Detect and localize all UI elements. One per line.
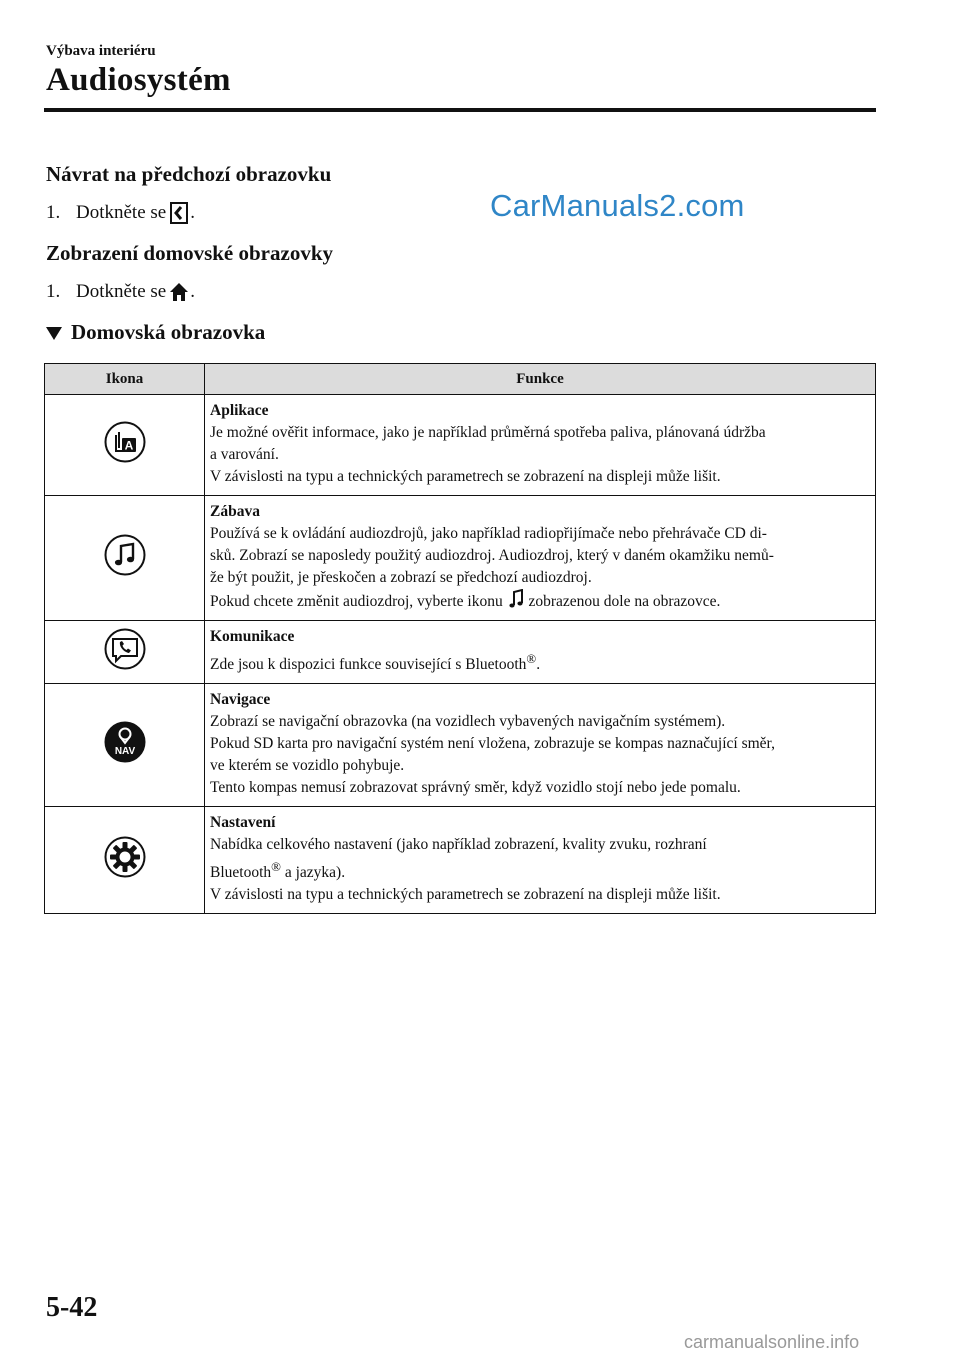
text-before: Bluetooth xyxy=(210,864,272,882)
table-row xyxy=(45,684,876,807)
title-rule xyxy=(44,108,876,112)
chevron-left-icon xyxy=(169,202,189,224)
back-heading: Návrat na předchozí obrazovku xyxy=(46,162,332,186)
row-title: Komunikace xyxy=(210,628,295,645)
page-number: 5-42 xyxy=(46,1292,98,1323)
table-row xyxy=(45,621,876,684)
row-line: Nabídka celkového nastavení (jako například zobrazení, kvality zvuku, rozhraní xyxy=(210,836,707,854)
row-line: že být použit, je přeskočen a zobrazí se předchozí audiozdroj. xyxy=(210,569,592,586)
home-heading: Zobrazení domovské obrazovky xyxy=(46,241,334,265)
home-step xyxy=(46,281,195,303)
icons-table xyxy=(44,363,876,914)
row-line xyxy=(210,648,869,676)
nav-label: NAV xyxy=(114,745,135,757)
column-header-icon: Ikona xyxy=(45,364,205,395)
row-line: a varování. xyxy=(210,446,279,463)
row-title: Aplikace xyxy=(210,402,269,419)
music-note-icon xyxy=(509,589,523,609)
row-title: Navigace xyxy=(210,691,271,709)
table-row xyxy=(45,395,876,496)
text-before: Zde jsou k dispozici funkce související s Bluetooth xyxy=(210,656,527,674)
music-note-icon xyxy=(104,534,146,576)
row-title: Nastavení xyxy=(210,814,276,832)
row-line xyxy=(210,589,869,613)
note-before: Pokud chcete změnit audiozdroj, vyberte ikonu xyxy=(210,593,503,610)
navigation-icon xyxy=(104,721,146,763)
row-line: Zobrazí se navigační obrazovka (na vozidlech vybavených navigačním systémem). xyxy=(210,713,726,731)
watermark: CarManuals2.com xyxy=(490,188,745,223)
step-suffix: . xyxy=(190,281,195,302)
home-screen-heading xyxy=(46,320,265,345)
text-after: a jazyka). xyxy=(280,864,346,882)
phone-icon xyxy=(104,628,146,670)
row-line: Je možné ověřit informace, jako je například průměrná spotřeba paliva, plánovaná údržba xyxy=(210,424,766,441)
table-header-row xyxy=(45,364,876,395)
row-line: V závislosti na typu a technických parametrech se zobrazení na displeji může lišit. xyxy=(210,886,721,904)
gear-icon xyxy=(104,836,146,878)
row-line: Používá se k ovládání audiozdrojů, jako například radiopřijímače nebo přehrávače CD di- xyxy=(210,525,767,542)
row-line: Pokud SD karta pro navigační systém není vložena, zobrazuje se kompas naznačující směr, xyxy=(210,735,775,753)
note-after: zobrazenou dole na obrazovce. xyxy=(528,593,721,610)
row-line: V závislosti na typu a technických parametrech se zobrazení na displeji může lišit. xyxy=(210,468,721,485)
step-text: Dotkněte se xyxy=(76,202,167,223)
step-number: 1. xyxy=(46,281,61,302)
home-icon xyxy=(169,281,189,303)
row-line: Tento kompas nemusí zobrazovat správný směr, když vozidlo stojí nebo jede pomalu. xyxy=(210,779,741,797)
column-header-function: Funkce xyxy=(205,364,876,395)
step-suffix: . xyxy=(190,202,195,223)
step-text: Dotkněte se xyxy=(76,281,167,302)
section-kicker: Výbava interiéru xyxy=(46,43,156,59)
text-after: . xyxy=(536,656,541,674)
home-screen-heading-text: Domovská obrazovka xyxy=(71,320,266,344)
back-step xyxy=(46,202,195,224)
row-title: Zábava xyxy=(210,503,260,520)
applications-icon xyxy=(104,421,146,463)
registered-mark: ® xyxy=(271,859,281,875)
page-title: Audiosystém xyxy=(46,62,231,98)
row-line: ve kterém se vozidlo pohybuje. xyxy=(210,757,405,775)
footer-watermark: carmanualsonline.info xyxy=(684,1332,860,1352)
table-row xyxy=(45,807,876,914)
table-row xyxy=(45,496,876,621)
row-line xyxy=(210,856,869,884)
triangle-down-icon xyxy=(46,327,62,340)
step-number: 1. xyxy=(46,202,61,223)
svg-text:A: A xyxy=(124,438,133,452)
row-line: sků. Zobrazí se naposledy použitý audiozdroj. Audiozdroj, který v daném okamžiku nemů- xyxy=(210,547,774,564)
registered-mark: ® xyxy=(526,651,537,666)
